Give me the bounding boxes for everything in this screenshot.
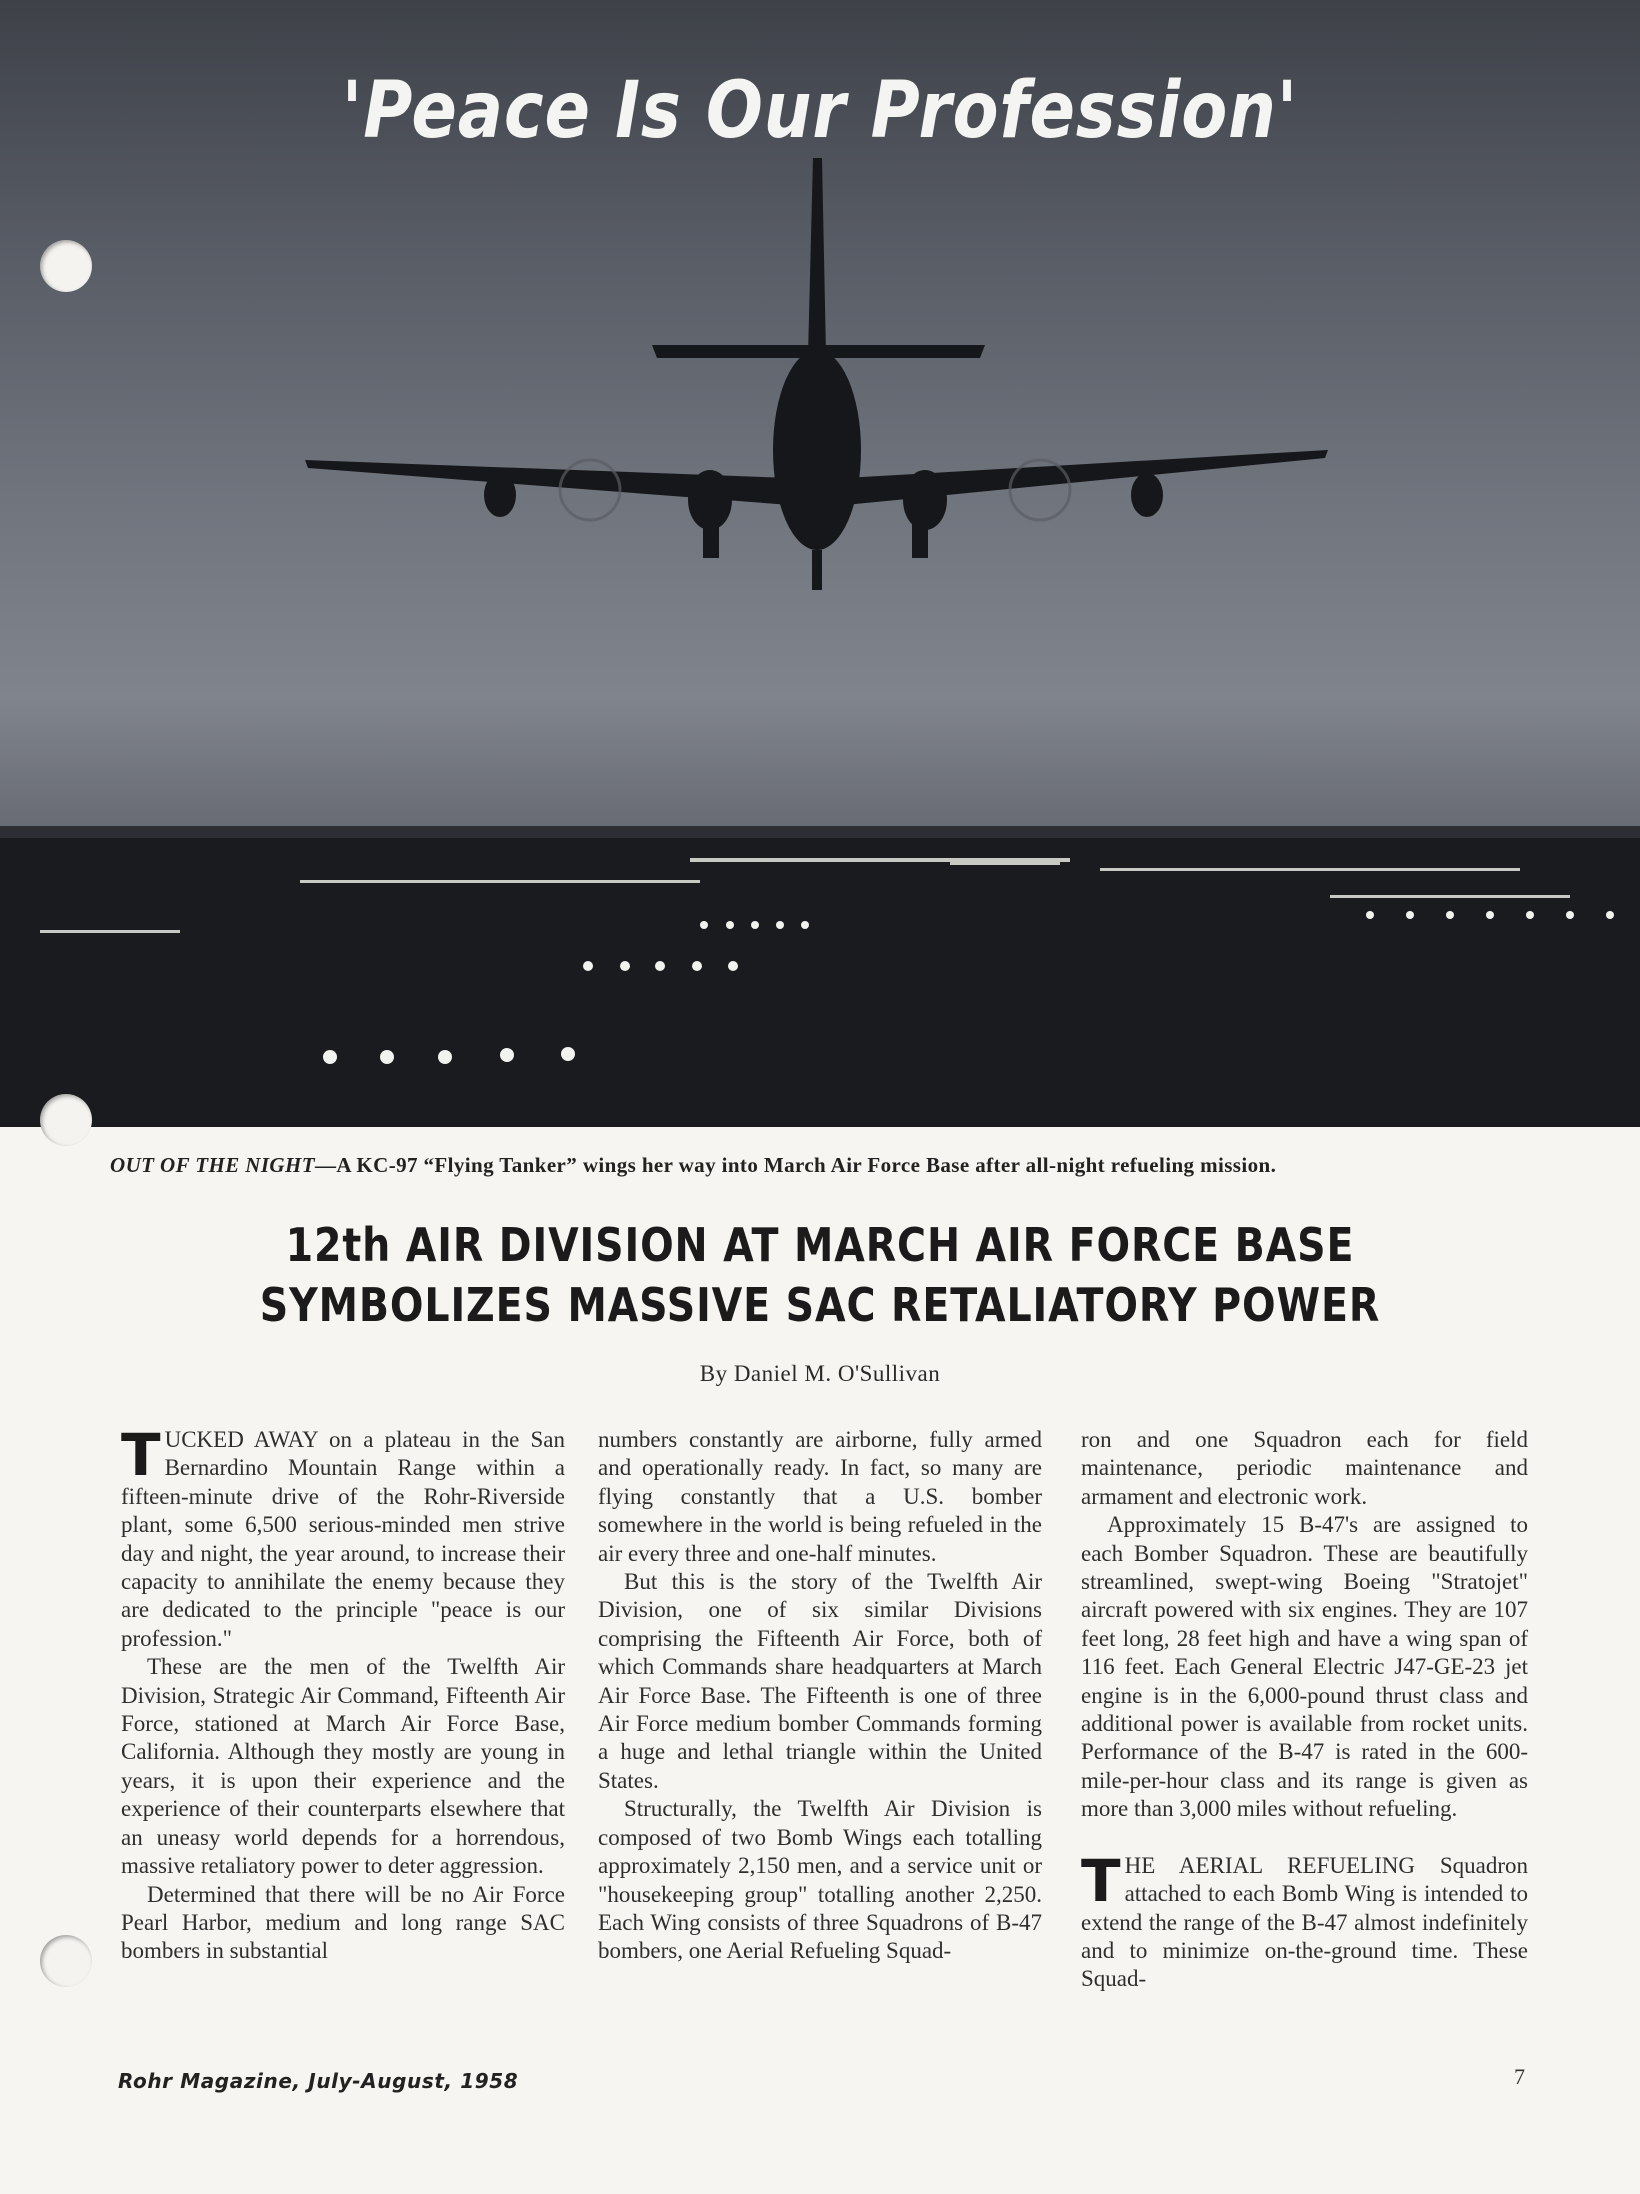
headline-line-2: SYMBOLIZES MASSIVE SAC RETALIATORY POWER	[259, 1278, 1381, 1332]
drop-cap: T	[1081, 1846, 1121, 1915]
paragraph-text: HE AERIAL REFUELING Squadron attached to each Bomb Wing is intended to extend the range of the B-47 almost indefinitely and to minimize on-the-ground time. These Squad-	[1081, 1852, 1528, 1992]
page-number: 7	[1514, 2064, 1525, 2089]
paragraph: ron and one Squadron each for field maintenance, periodic maintenance and armament and electronic work.	[1081, 1427, 1528, 1509]
paragraph: Determined that there will be no Air Force Pearl Harbor, medium and long range SAC bombers in substantial	[121, 1881, 565, 1964]
paragraph	[121, 1421, 565, 1653]
paragraph: Structurally, the Twelfth Air Division is composed of two Bomb Wings each totalling approximately 2,150 men, and a service unit or "housekeeping group" totalling another 2,250. Each Wing consists of three Squadrons of B-47 bombers, one Aerial Refueling Squad-	[598, 1796, 1042, 1964]
paragraph: numbers constantly are airborne, fully armed and operationally ready. In fact, so many are flying constantly that a U.S. bomber somewhere in the world is being refueled in the air every three and one-half minutes.	[598, 1427, 1042, 1566]
caption-text: —A KC-97 “Flying Tanker” wings her way into March Air Force Base after all-night refueling mission.	[314, 1153, 1277, 1177]
drop-cap: T	[121, 1421, 161, 1489]
article-column-1	[121, 1421, 565, 1966]
article-column-2	[598, 1426, 1042, 1966]
binder-hole-middle	[40, 1094, 92, 1146]
paragraph: But this is the story of the Twelfth Air Division, one of six similar Divisions comprising the Fifteenth Air Force, both of which Commands share headquarters at March Air Force Base. The Fifteenth is one of three Air Force medium bomber Commands forming a huge and lethal triangle within the United States.	[598, 1569, 1042, 1793]
magazine-footer: Rohr Magazine, July-August, 1958	[118, 2069, 519, 2093]
photo-caption	[110, 1153, 1530, 1178]
byline: By Daniel M. O'Sullivan	[699, 1361, 941, 1386]
photo-title: 'Peace Is Our Profession'	[341, 66, 1299, 156]
paragraph	[1081, 1846, 1528, 1994]
paragraph-text: UCKED AWAY on a plateau in the San Bernardino Mountain Range within a fifteen-minute drive of the Rohr-Riverside plant, some 6,500 serious-minded men strive day and night, the year around, to increase their capacity to annihilate the enemy because they are dedicated to the principle "peace is our profession."	[121, 1427, 565, 1651]
paragraph: Approximately 15 B-47's are assigned to each Bomber Squadron. These are beautifully streamlined, swept-wing Boeing "Stratojet" aircraft powered with six engines. They are 107 feet long, 28 feet high and have a wing span of 116 feet. Each General Electric J47-GE-23 jet engine is in the 6,000-pound thrust class and additional power is available from rocket units. Performance of the B-47 is rated in the 600-mile-per-hour class and its range is given as more than 3,000 miles without refueling.	[1081, 1512, 1528, 1822]
aircraft-silhouette	[305, 158, 1328, 590]
binder-hole-top	[40, 240, 92, 292]
paragraph: These are the men of the Twelfth Air Division, Strategic Air Command, Fifteenth Air Force, stationed at March Air Force Base, California. Although they mostly are young in years, it is upon their experience and the experience of their counterparts elsewhere that an uneasy world depends for a horrendous, massive retaliatory power to deter aggression.	[121, 1654, 565, 1879]
binder-hole-bottom	[40, 1935, 92, 1987]
article-headline	[0, 1215, 1640, 1335]
headline-line-1: 12th AIR DIVISION AT MARCH AIR FORCE BASE	[285, 1218, 1355, 1272]
article-column-3	[1081, 1426, 1528, 1994]
caption-lead: OUT OF THE NIGHT	[110, 1153, 315, 1177]
